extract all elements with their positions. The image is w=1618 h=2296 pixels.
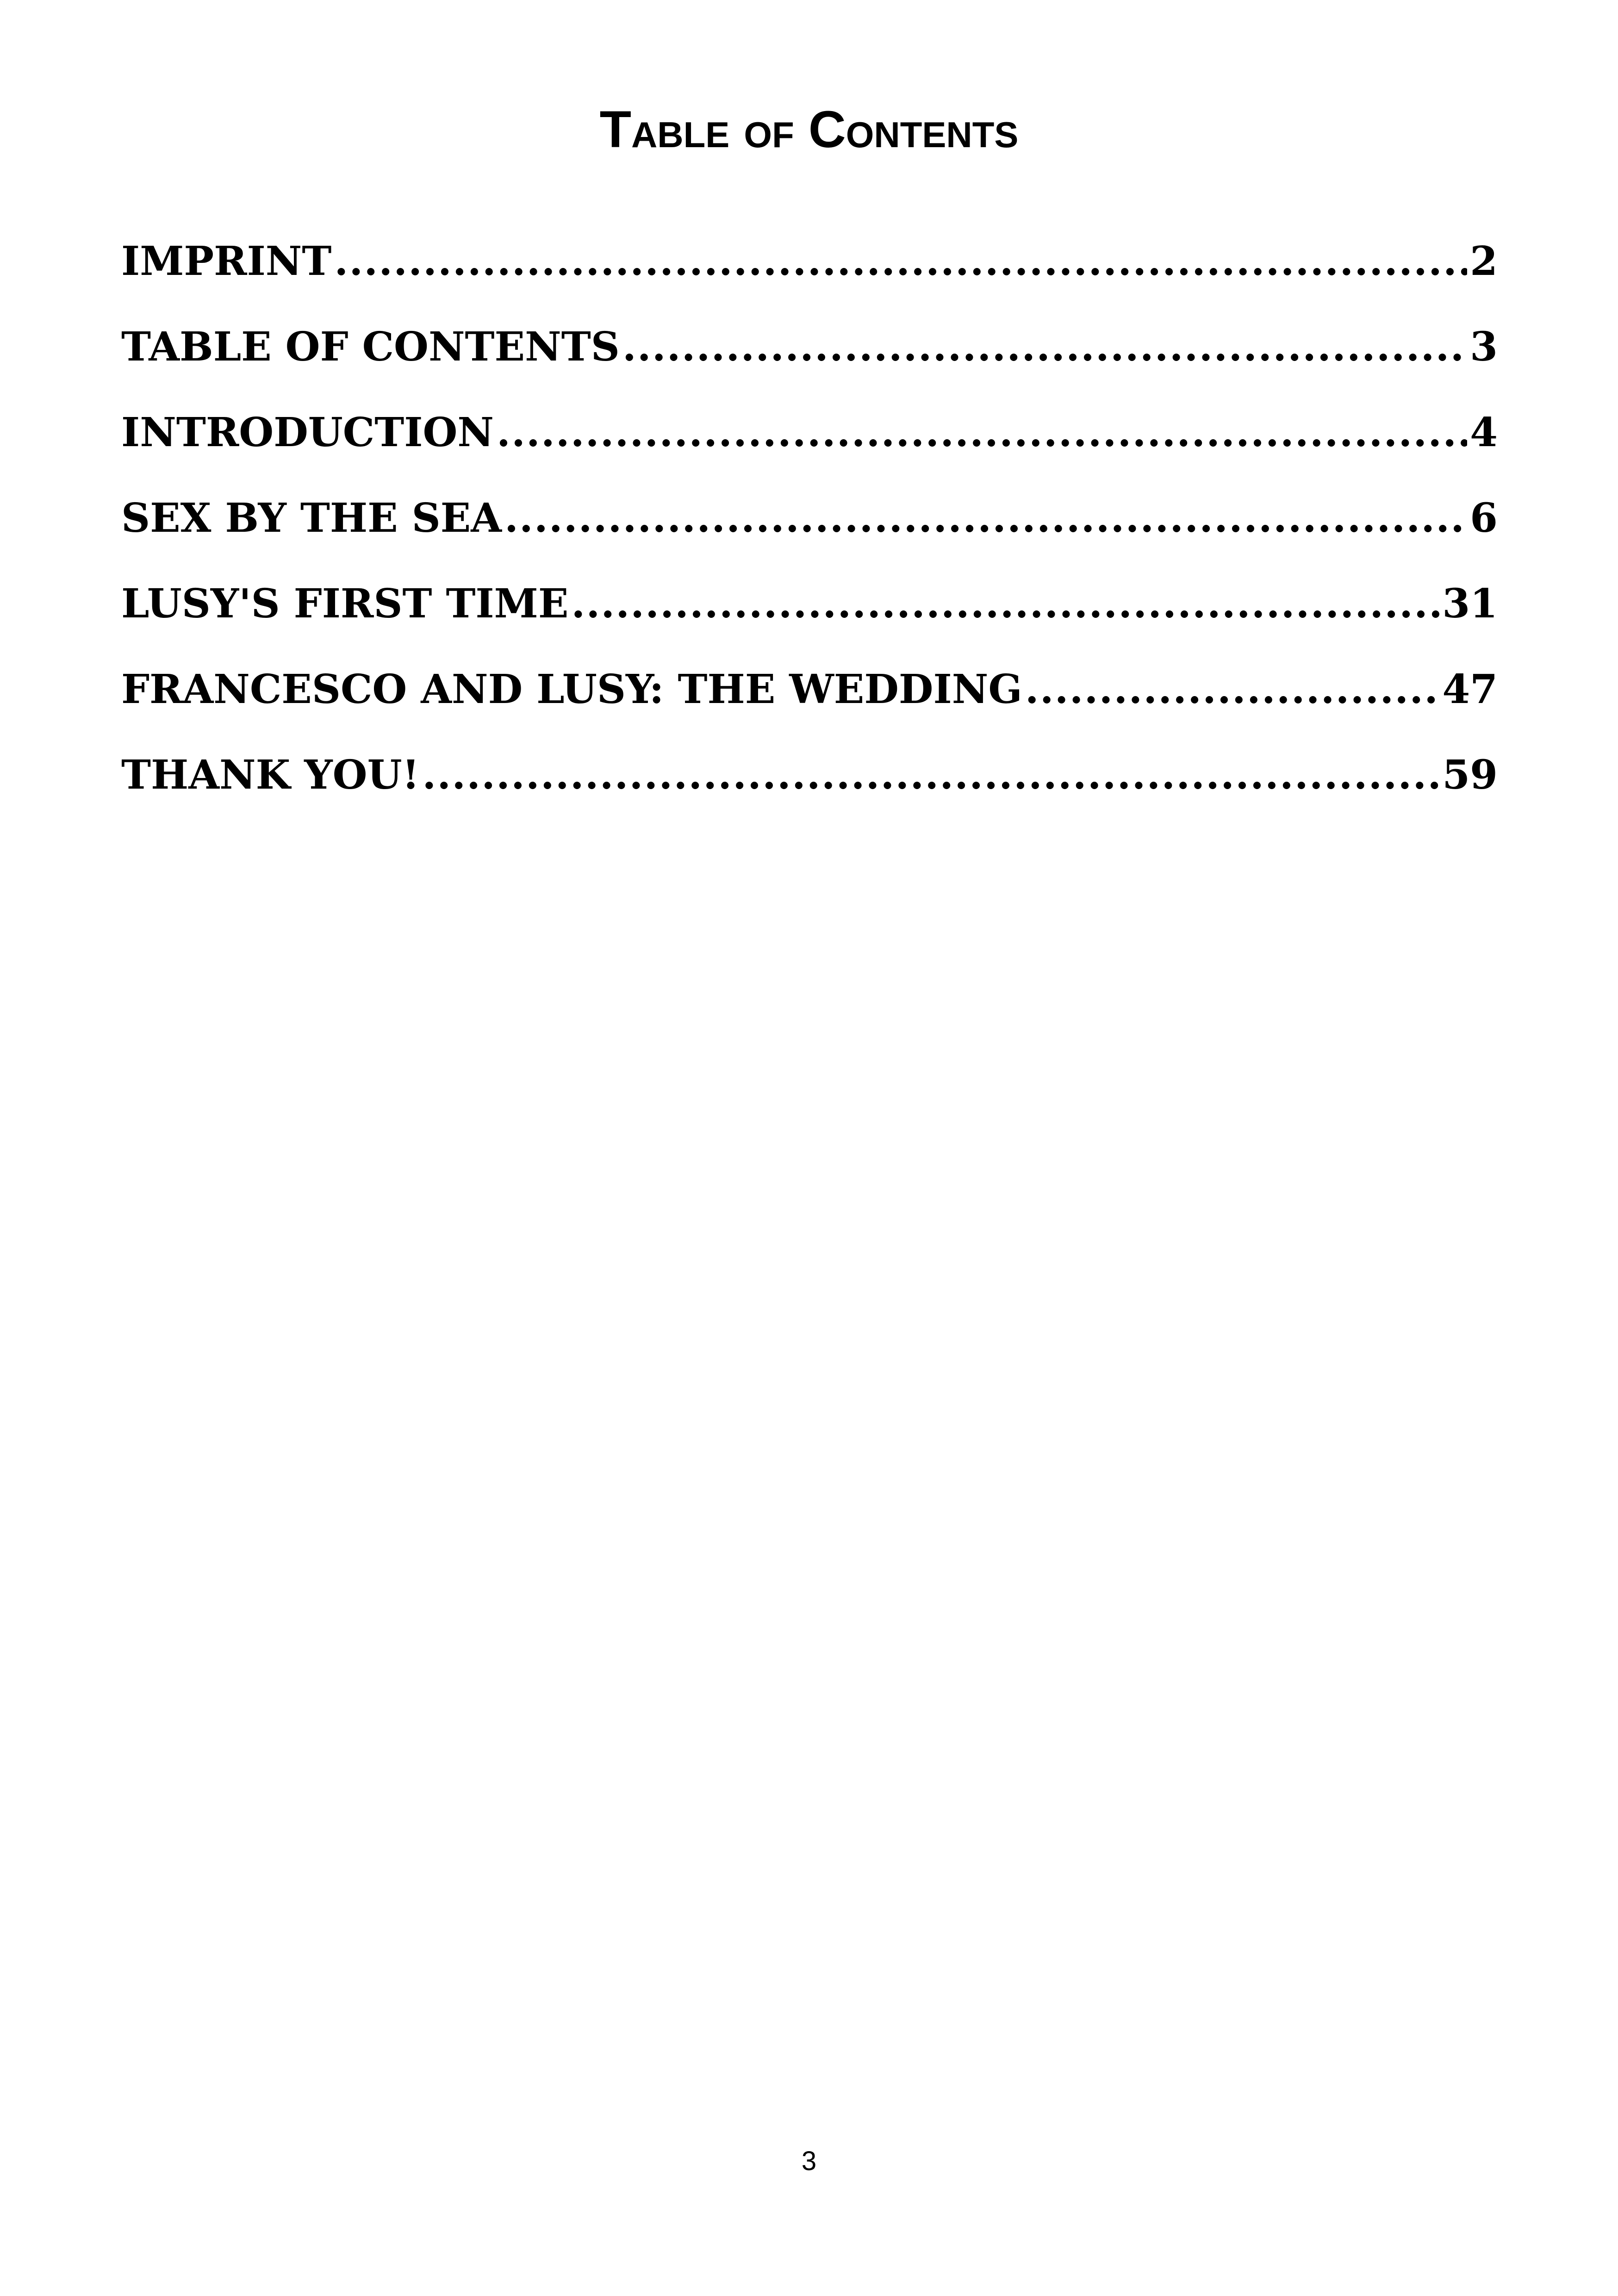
toc-entry-lusys-first-time[interactable] [121,574,1498,660]
toc-entry-page: 31 [1442,580,1498,627]
toc-entry-francesco-and-lusy-the-wedding[interactable] [121,660,1498,745]
toc-dot-leader [504,488,1467,548]
table-of-contents [121,231,1498,831]
page-title: Table of Contents [599,100,1019,158]
toc-entry-title: THANK YOU! [121,752,420,798]
toc-entry-page: 3 [1470,324,1498,370]
toc-entry-introduction[interactable] [121,403,1498,488]
toc-entry-page: 59 [1442,752,1498,798]
toc-entry-thank-you[interactable] [121,745,1498,831]
toc-entry-table-of-contents[interactable] [121,317,1498,403]
toc-dot-leader [497,403,1467,463]
toc-entry-title: LUSY'S FIRST TIME [121,580,569,627]
page-number: 3 [801,2146,817,2176]
toc-dot-leader [622,317,1467,377]
toc-entry-page: 2 [1470,238,1498,285]
toc-dot-leader [334,231,1467,292]
toc-entry-title: FRANCESCO AND LUSY: THE WEDDING [121,666,1022,713]
toc-dot-leader [1025,660,1440,720]
toc-entry-page: 4 [1470,409,1498,456]
toc-dot-leader [422,745,1439,805]
toc-entry-title: TABLE OF CONTENTS [121,324,620,370]
toc-entry-title: SEX BY THE SEA [121,495,502,541]
toc-entry-page: 47 [1442,666,1498,713]
toc-entry-page: 6 [1470,495,1498,541]
toc-dot-leader [571,574,1439,634]
toc-entry-title: INTRODUCTION [121,409,494,456]
toc-entry-title: IMPRINT [121,238,332,285]
toc-entry-imprint[interactable] [121,231,1498,317]
toc-entry-sex-by-the-sea[interactable] [121,488,1498,574]
